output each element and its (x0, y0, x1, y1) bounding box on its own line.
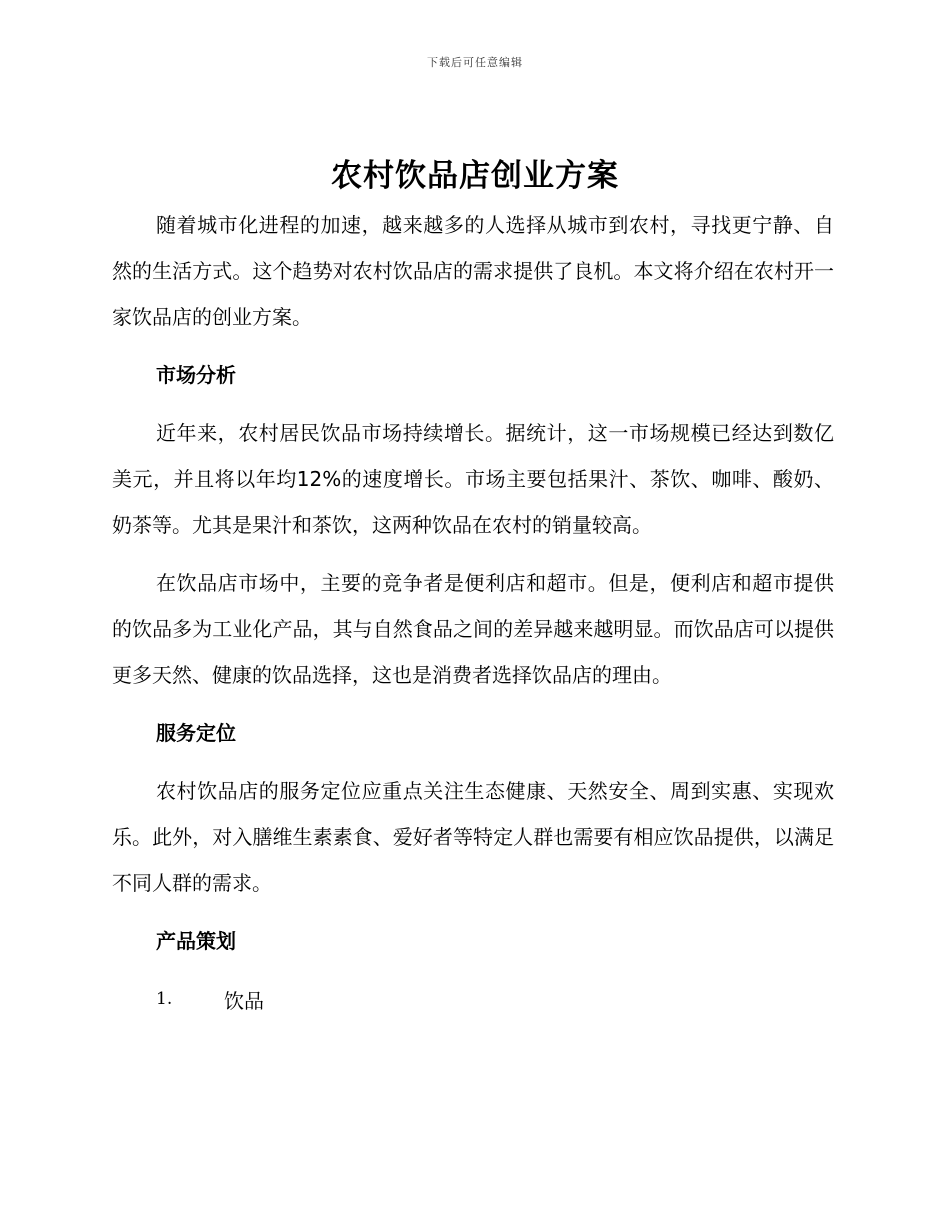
document-title: 农村饮品店创业方案 (331, 158, 619, 194)
spacer (112, 756, 834, 768)
spacer (112, 548, 834, 560)
spacer (112, 698, 834, 710)
intro-paragraph: 随着城市化进程的加速，越来越多的人选择从城市到农村，寻找更宁静、自然的生活方式。这个趋势对农村饮品店的需求提供了良机。本文将介绍在农村开一家饮品店的创业方案。 (112, 213, 834, 329)
header-note: 下载后可任意编辑 (427, 56, 523, 69)
document-body (112, 202, 834, 1022)
section-heading-market: 市场分析 (156, 363, 236, 387)
spacer (112, 340, 834, 352)
market-paragraph-1: 近年来，农村居民饮品市场持续增长。据统计，这一市场规模已经达到数亿美元，并且将以年均12%的速度增长。市场主要包括果汁、茶饮、咖啡、酸奶、奶茶等。尤其是果汁和茶饮，这两种饮品在农村的销量较高。 (112, 421, 834, 537)
section-heading-product: 产品策划 (156, 929, 236, 953)
section-heading-service: 服务定位 (156, 721, 236, 745)
spacer (112, 906, 834, 918)
spacer (112, 398, 834, 410)
market-paragraph-2: 在饮品店市场中，主要的竞争者是便利店和超市。但是，便利店和超市提供的饮品多为工业化产品，其与自然食品之间的差异越来越明显。而饮品店可以提供更多天然、健康的饮品选择，这也是消费者选择饮品店的理由。 (112, 571, 834, 687)
list-item-label: 饮品 (224, 988, 264, 1013)
service-paragraph-1: 农村饮品店的服务定位应重点关注生态健康、天然安全、周到实惠、实现欢乐。此外，对入膳维生素素食、爱好者等特定人群也需要有相应饮品提供，以满足不同人群的需求。 (112, 779, 834, 895)
list-item (112, 976, 834, 1022)
spacer (112, 964, 834, 976)
list-item-number: 1. (156, 989, 173, 1009)
